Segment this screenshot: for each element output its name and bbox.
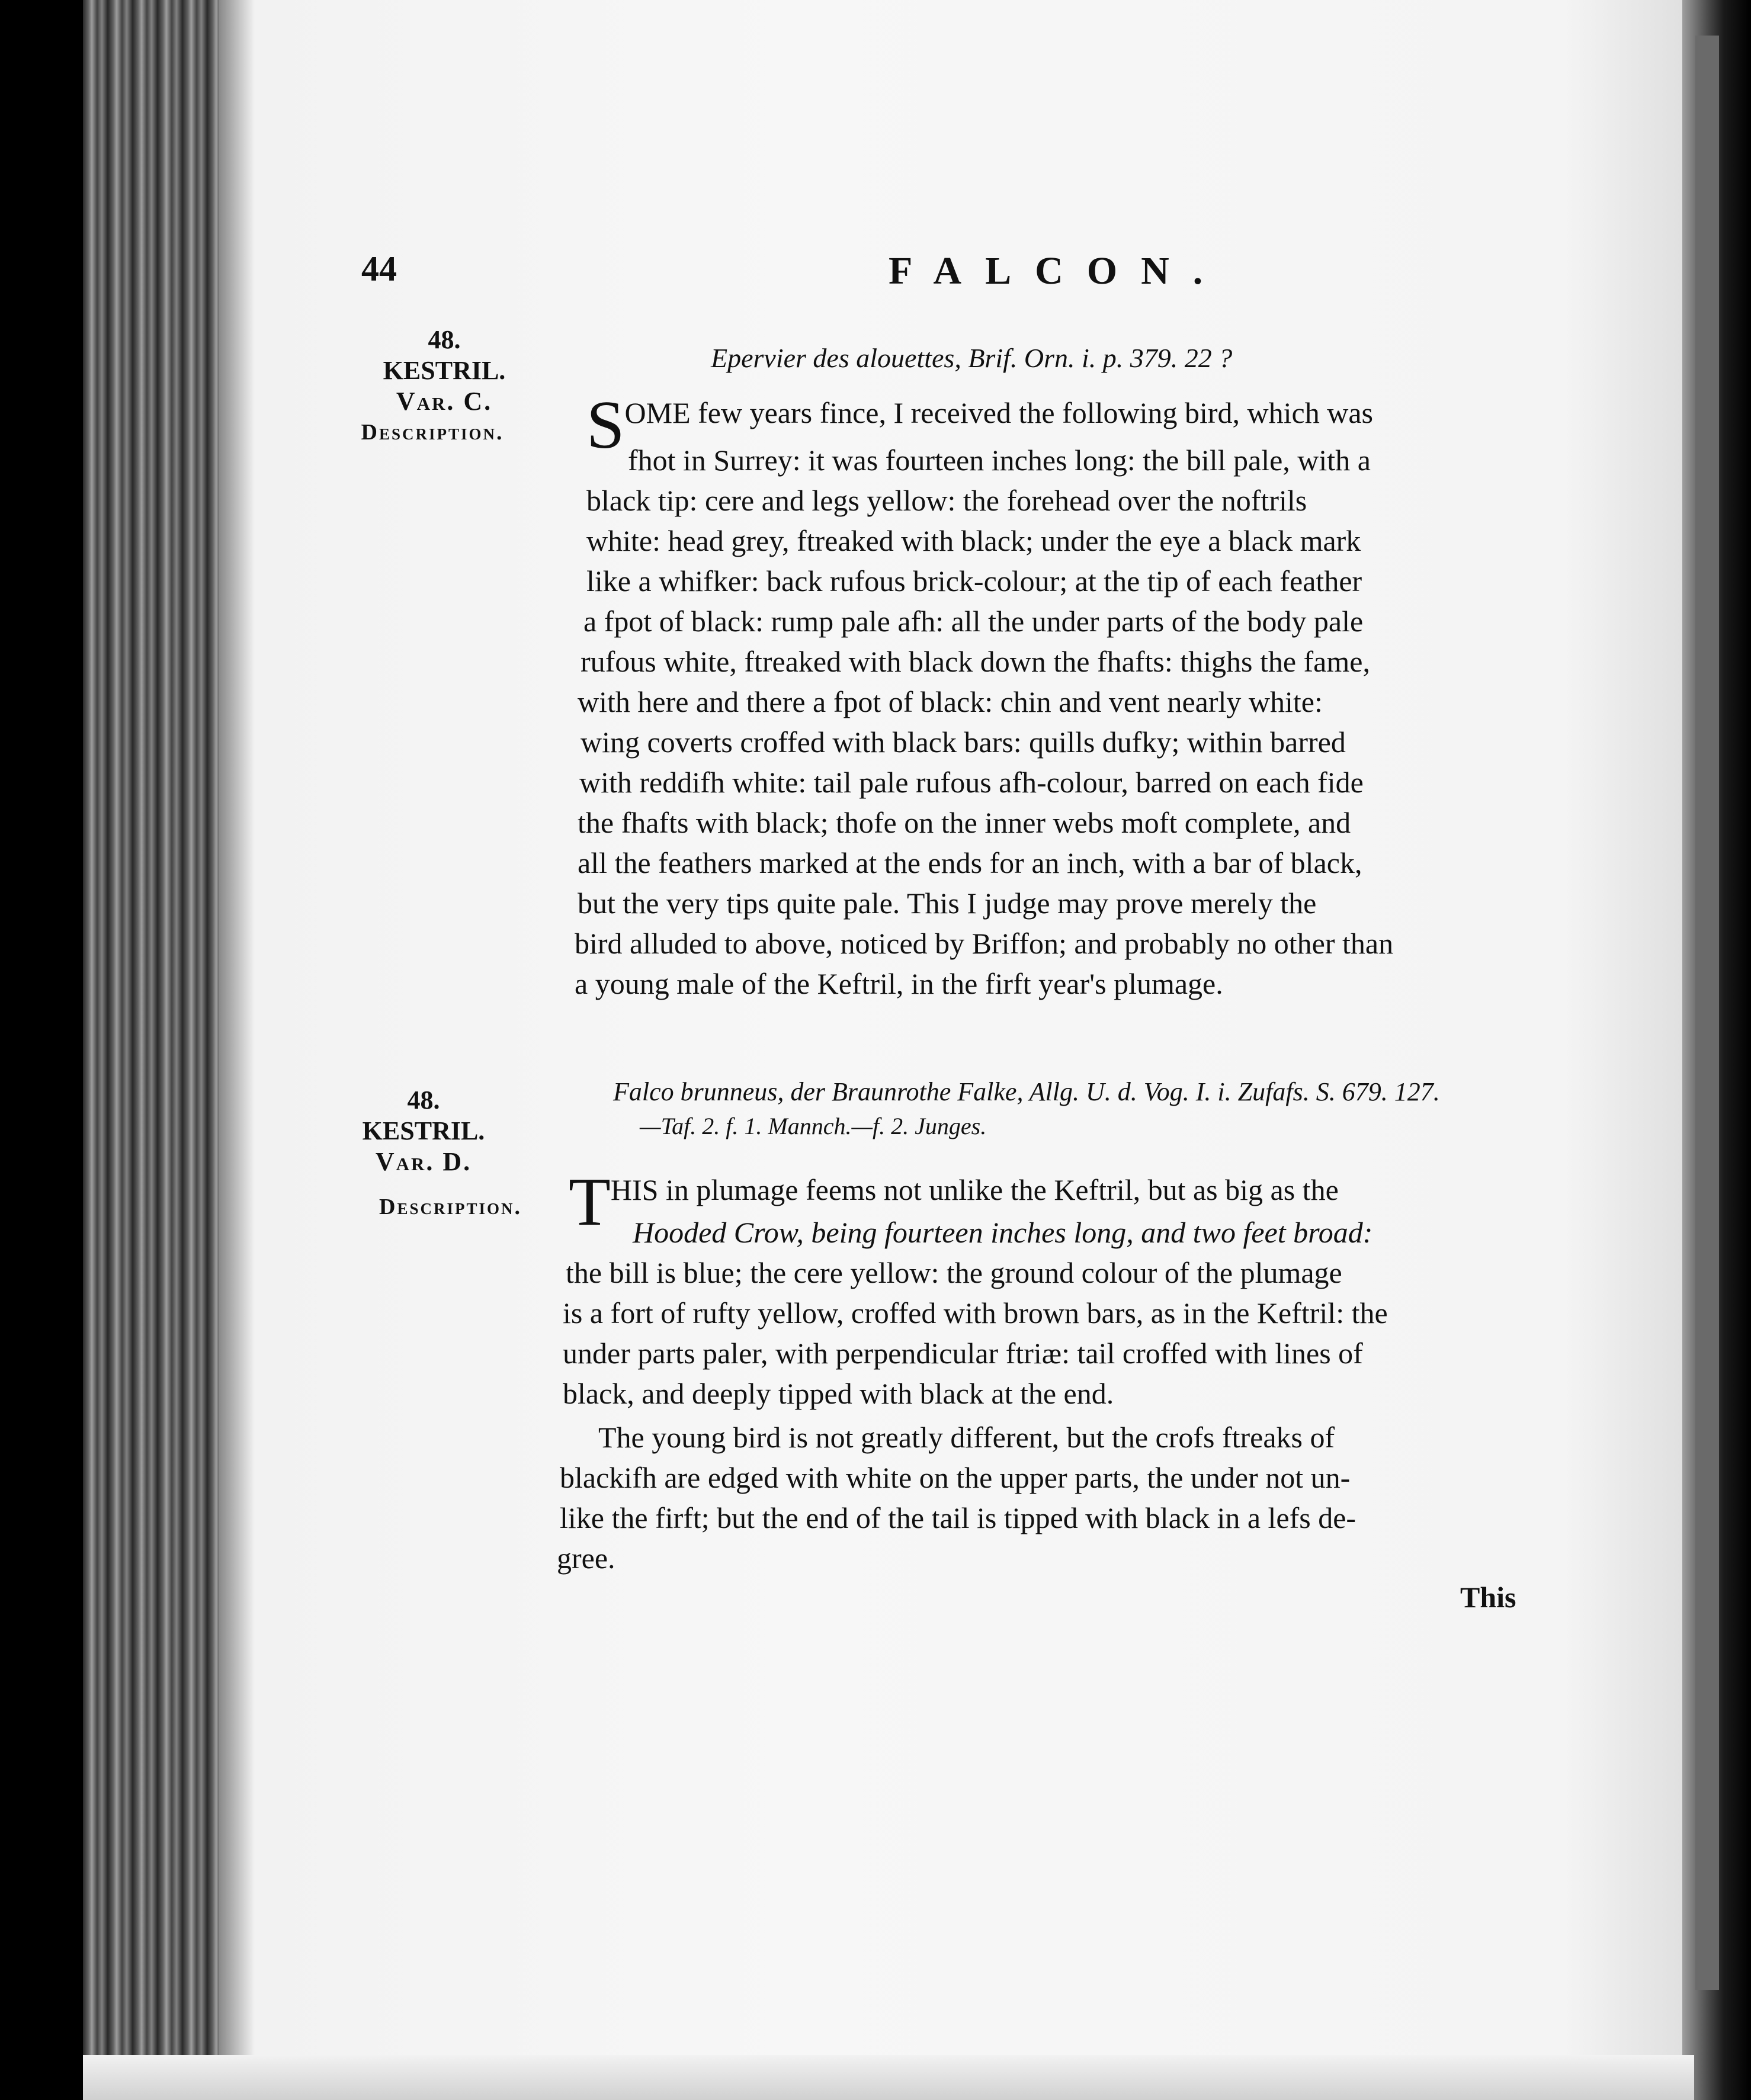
- body-line: fhot in Surrey: it was fourteen inches long: the bill pale, with a: [628, 444, 1371, 477]
- drop-cap: S: [586, 387, 625, 463]
- gutter-shadow: [219, 0, 255, 2100]
- body-line: the bill is blue; the cere yellow: the ground colour of the plumage: [566, 1256, 1342, 1289]
- body-line: under parts paler, with perpendicular ftriæ: tail croffed with lines of: [563, 1337, 1363, 1370]
- body-line: with reddifh white: tail pale rufous afh-colour, barred on each fide: [579, 766, 1364, 799]
- body-line: Hooded Crow, being fourteen inches long, and two feet broad:: [633, 1216, 1373, 1249]
- body-line: wing coverts croffed with black bars: quills dufky; within barred: [581, 725, 1346, 759]
- citation-var-c: Epervier des alouettes, Brif. Orn. i. p. 379. 22 ?: [711, 343, 1233, 373]
- body-line: blackifh are edged with white on the upper parts, the under not un-: [560, 1461, 1351, 1494]
- page-number: 44: [361, 249, 397, 288]
- citation-var-d-line-1: Falco brunneus, der Braunrothe Falke, Allg. U. d. Vog. I. i. Zufafs. S. 679. 127.: [613, 1077, 1440, 1106]
- page-edge-strip: [1695, 36, 1719, 1990]
- body-line: THIS in plumage feems not unlike the Keftril, but as big as the: [569, 1164, 1339, 1240]
- variety-label: Var. C.: [396, 387, 493, 416]
- body-line: white: head grey, ftreaked with black; under the eye a black mark: [586, 524, 1361, 557]
- body-line: like a whifker: back rufous brick-colour; at the tip of each feather: [586, 564, 1362, 598]
- body-line: is a fort of rufty yellow, croffed with brown bars, as in the Keftril: the: [563, 1296, 1388, 1330]
- body-line: rufous white, ftreaked with black down the fhafts: thighs the fame,: [581, 645, 1370, 678]
- body-line: a fpot of black: rump pale afh: all the under parts of the body pale: [583, 605, 1364, 638]
- book-page: [83, 0, 1694, 2100]
- body-line: SOME few years fince, I received the following bird, which was: [586, 387, 1373, 463]
- body-line: the fhafts with black; thofe on the inner webs moft complete, and: [578, 806, 1351, 839]
- entry-number: 48.: [407, 1086, 440, 1115]
- drop-cap: T: [569, 1164, 611, 1240]
- body-line: like the firft; but the end of the tail is tipped with black in a lefs de-: [560, 1501, 1356, 1534]
- running-title: FALCON.: [889, 249, 1227, 293]
- citation-var-d-line-2: —Taf. 2. f. 1. Mannch.—f. 2. Junges.: [640, 1113, 987, 1139]
- margin-note-var-c: [361, 325, 509, 448]
- body-line: with here and there a fpot of black: chin and vent nearly white:: [578, 685, 1323, 718]
- variety-label: Var. D.: [375, 1147, 472, 1176]
- binding-gutter: [83, 0, 219, 2100]
- body-line: black tip: cere and legs yellow: the forehead over the noftrils: [586, 484, 1307, 517]
- species-name: KESTRIL.: [383, 356, 506, 385]
- body-line: bird alluded to above, noticed by Briffon; and probably no other than: [575, 927, 1394, 960]
- section-label: Description.: [379, 1195, 522, 1219]
- body-line: The young bird is not greatly different, but the crofs ftreaks of: [598, 1421, 1335, 1454]
- page-bottom-shadow: [83, 2055, 1694, 2100]
- body-line: a young male of the Keftril, in the firft year's plumage.: [575, 967, 1223, 1000]
- species-name: KESTRIL.: [362, 1116, 485, 1145]
- body-line: gree.: [557, 1542, 615, 1575]
- body-line: all the feathers marked at the ends for an inch, with a bar of black,: [578, 846, 1362, 879]
- entry-number: 48.: [428, 325, 461, 354]
- body-line: black, and deeply tipped with black at the end.: [563, 1377, 1114, 1410]
- margin-note-var-d: [355, 1085, 522, 1222]
- body-line: but the very tips quite pale. This I judge may prove merely the: [578, 887, 1317, 920]
- catchword: This: [1460, 1581, 1516, 1614]
- section-label: Description.: [361, 420, 504, 445]
